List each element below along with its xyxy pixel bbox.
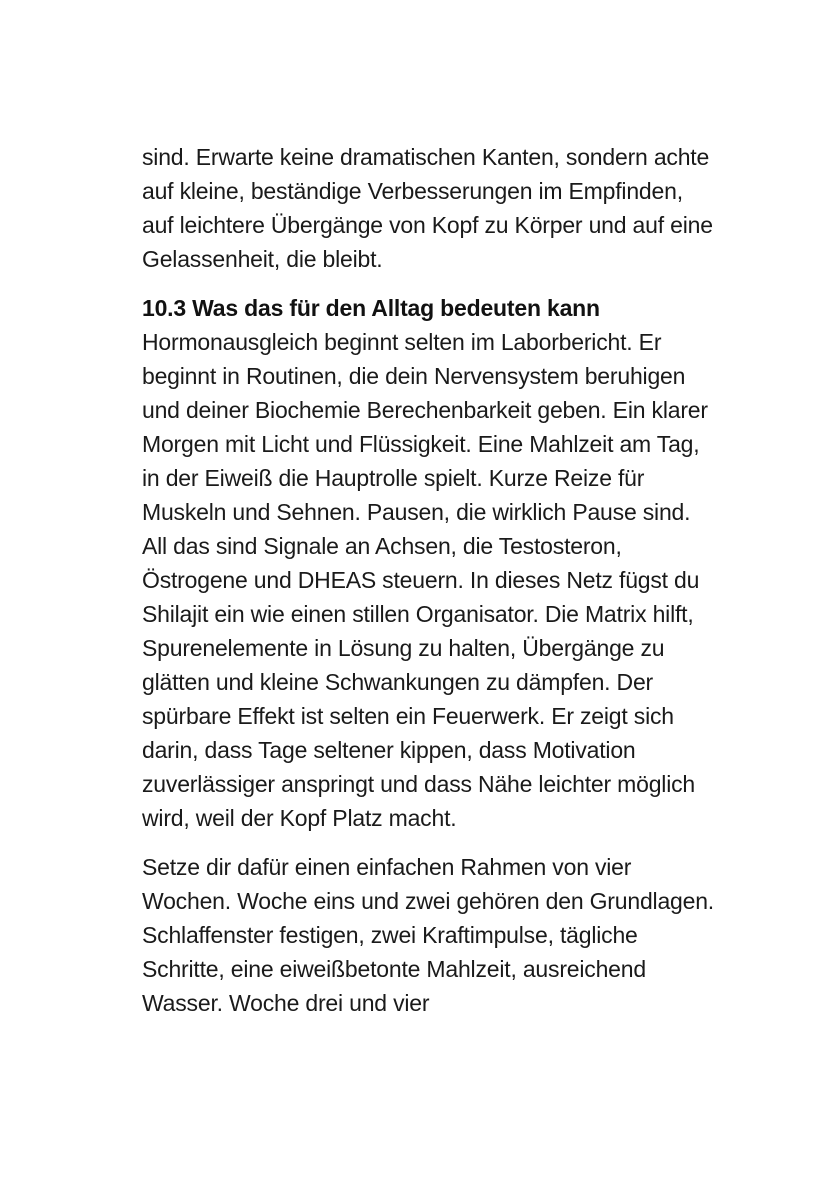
paragraph-closing: Setze dir dafür einen einfachen Rahmen von vier Wochen. Woche eins und zwei gehören den Grundlagen. Schlaffenster festigen, zwei Kraftimpulse, tägliche Schritte, eine eiweißbetonte Mahlzeit, ausreichend Wasser. Woche drei und vier xyxy=(142,854,714,1016)
section-heading: 10.3 Was das für den Alltag bedeuten kann xyxy=(142,295,600,321)
paragraph-continuation: sind. Erwarte keine dramatischen Kanten, sondern achte auf kleine, beständige Verbesserungen im Empfinden, auf leichtere Übergänge von Kopf zu Körper und auf eine Gelassenheit, die bleibt. xyxy=(142,144,713,272)
paragraph-section-body: Hormonausgleich beginnt selten im Laborbericht. Er beginnt in Routinen, die dein Nervensystem beruhigen und deiner Biochemie Berechenbarkeit geben. Ein klarer Morgen mit Licht und Flüssigkeit. Eine Mahlzeit am Tag, in der Eiweiß die Hauptrolle spielt. Kurze Reize für Muskeln und Sehnen. Pausen, die wirklich Pause sind. All das sind Signale an Achsen, die Testosteron, Östrogene und DHEAS steuern. In dieses Netz fügst du Shilajit ein wie einen stillen Organisator. Die Matrix hilft, Spurenelemente in Lösung zu halten, Übergänge zu glätten und kleine Schwankungen zu dämpfen. Der spürbare Effekt ist selten ein Feuerwerk. Er zeigt sich darin, dass Tage seltener kippen, dass Motivation zuverlässiger anspringt und dass Nähe leichter möglich wird, weil der Kopf Platz macht. xyxy=(142,329,708,831)
page-text-column xyxy=(142,140,720,1020)
